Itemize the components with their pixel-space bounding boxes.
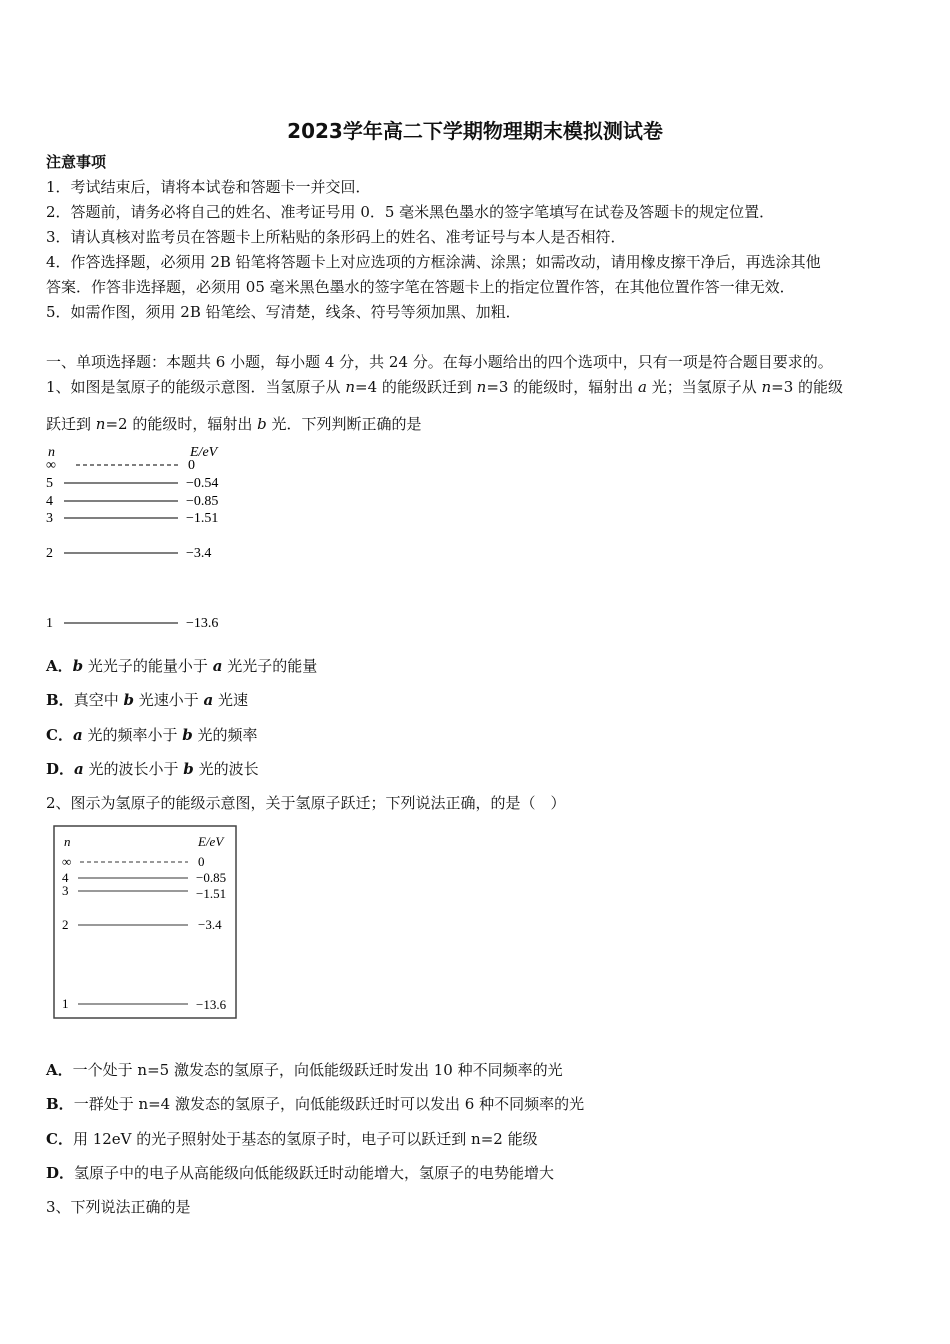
q2-level-n: 1 [62,996,69,1011]
q2-stem: 2、图示为氢原子的能级示意图，关于氢原子跃迁；下列说法正确，的是（ ） [46,794,566,812]
q2-level-e: −3.4 [198,917,222,932]
q1-level-n: 1 [46,616,53,631]
q2-option-d: D．氢原子中的电子从高能级向低能级跃迁时动能增大，氢原子的电势能增大 [46,1164,555,1182]
q1-level-e: −0.54 [186,476,219,491]
q1-level-n: 2 [46,546,53,561]
q1-option-a: A．b 光光子的能量小于 a 光光子的能量 [46,657,318,675]
q2-level-n: 3 [62,883,69,898]
q2-level-n: ∞ [62,854,72,869]
q1-level-n: ∞ [46,458,56,473]
q2-level-e: −1.51 [196,886,227,901]
q2-option-a: A．一个处于 n=5 激发态的氢原子，向低能级跃迁时发出 10 种不同频率的光 [46,1061,563,1079]
q1-stem-line2: 跃迁到 n=2 的能级时，辐射出 b 光．下列判断正确的是 [46,415,422,433]
section-heading: 一、单项选择题：本题共 6 小题，每小题 4 分，共 24 分。在每小题给出的四个选项中，只有一项是符合题目要求的。 [46,353,833,371]
notice-item: 4．作答选择题，必须用 2B 铅笔将答题卡上对应选项的方框涂满、涂黑；如需改动，请用橡皮擦干净后，再选涂其他 [46,253,821,271]
q1-level-e: 0 [188,458,195,473]
q2-option-b: B．一群处于 n=4 激发态的氢原子，向低能级跃迁时可以发出 6 种不同频率的光 [46,1095,585,1113]
q1-level-n: 3 [46,511,53,526]
q1-level-e: −13.6 [186,616,219,631]
notice-heading: 注意事项 [46,153,107,171]
q2-level-n: 4 [62,870,69,885]
q1-level-e: −3.4 [186,546,212,561]
q1-option-d: D．a 光的波长小于 b 光的波长 [46,760,259,778]
q3-stem: 3、下列说法正确的是 [46,1198,191,1216]
q1-level-e: −1.51 [186,511,219,526]
q2-energy-level-diagram [52,824,248,1022]
q1-diagram-e-label: E/eV [190,445,218,460]
q2-level-e: 0 [198,854,205,869]
page-title: 2023学年高二下学期物理期末模拟测试卷 [287,119,663,143]
notice-item: 答案．作答非选择题，必须用 05 毫米黑色墨水的签字笔在答题卡上的指定位置作答，在其他位置作答一律无效． [46,278,795,296]
q1-energy-level-diagram [40,440,260,640]
q2-diagram-n-label: n [64,834,71,849]
q1-level-n: 4 [46,494,53,509]
q2-option-c: C．用 12eV 的光子照射处于基态的氢原子时，电子可以跃迁到 n=2 能级 [46,1130,538,1148]
notice-item: 2．答题前，请务必将自己的姓名、准考证号用 0．5 毫米黑色墨水的签字笔填写在试卷及答题卡的规定位置． [46,203,775,221]
q2-level-n: 2 [62,917,69,932]
q2-level-e: −0.85 [196,870,227,885]
q2-level-e: −13.6 [196,997,227,1012]
q1-level-n: 5 [46,476,53,491]
notice-item: 3．请认真核对监考员在答题卡上所粘贴的条形码上的姓名、准考证号与本人是否相符． [46,228,626,246]
q1-option-c: C．a 光的频率小于 b 光的频率 [46,726,258,744]
q1-level-e: −0.85 [186,494,219,509]
q1-diagram-n-label: n [48,445,55,460]
q1-stem-line1: 1、如图是氢原子的能级示意图．当氢原子从 n=4 的能级跃迁到 n=3 的能级时，辐射出 a 光；当氢原子从 n=3 的能级 [46,378,844,396]
notice-item: 5．如需作图，须用 2B 铅笔绘、写清楚，线条、符号等须加黑、加粗． [46,303,521,321]
q1-option-b: B．真空中 b 光速小于 a 光速 [46,691,249,709]
q2-diagram-e-label: E/eV [198,834,224,849]
notice-item: 1．考试结束后，请将本试卷和答题卡一并交回． [46,178,371,196]
